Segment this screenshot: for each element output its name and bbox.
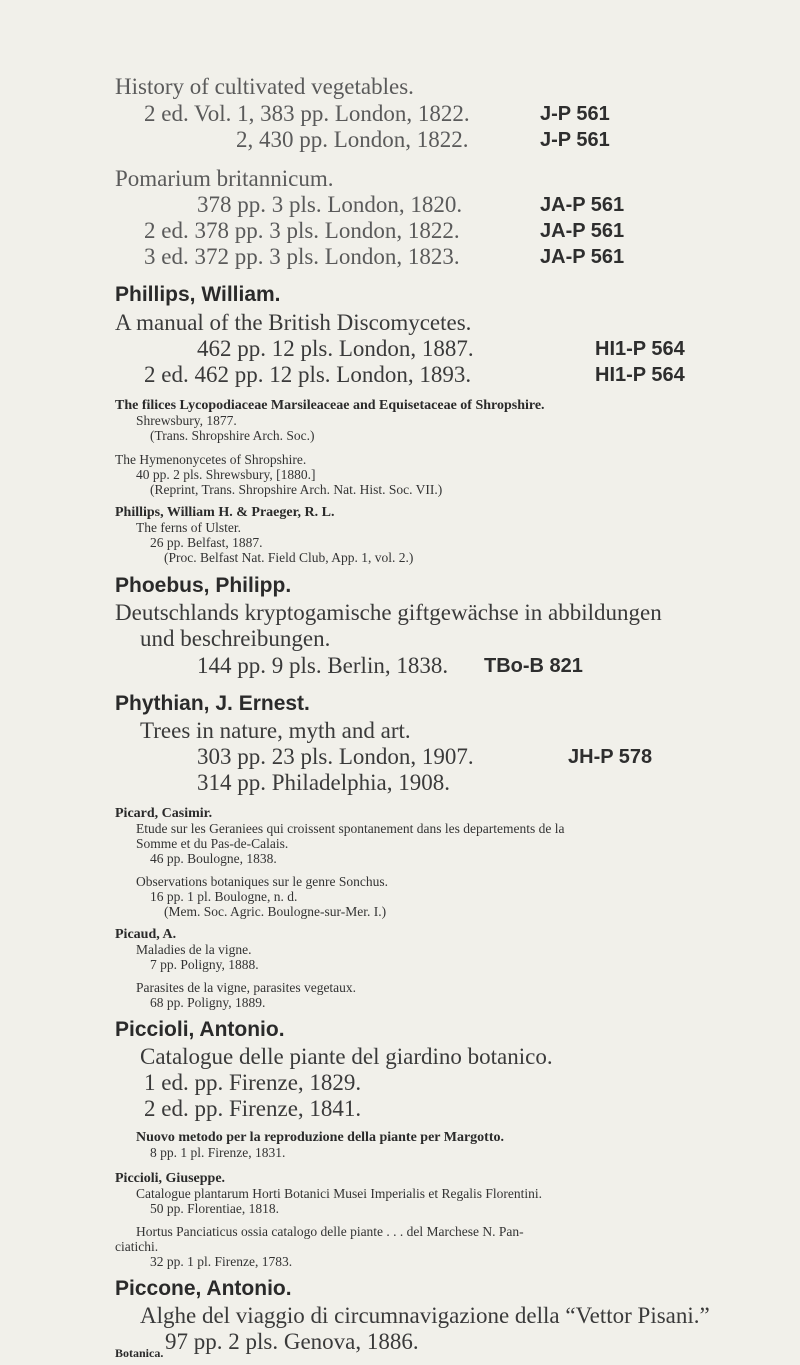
author-heading: Picaud, A.: [115, 927, 177, 942]
call-number: HI1-P 564: [595, 364, 685, 386]
call-number: JH-P 578: [568, 746, 653, 768]
entry-line: Alghe del viaggio di circumnavigazione della “Vettor Pisani.”: [140, 1303, 710, 1328]
entry-line: The ferns of Ulster.: [136, 520, 241, 535]
call-number: JA-P 561: [540, 220, 625, 242]
author-heading: Phillips, William H. & Praeger, R. L.: [115, 505, 335, 520]
entry-line: 2 ed. 462 pp. 12 pls. London, 1893.: [144, 362, 472, 387]
entry-line: 1 ed. pp. Firenze, 1829.: [144, 1070, 362, 1095]
entry-line: 2 ed. pp. Firenze, 1841.: [144, 1096, 362, 1121]
entry-line: 3 ed. 372 pp. 3 pls. London, 1823.: [144, 244, 460, 269]
entry-line: ciatichi.: [115, 1239, 159, 1254]
entry-line: 2 ed. Vol. 1, 383 pp. London, 1822.: [144, 101, 470, 126]
author-heading: Phillips, William.: [115, 283, 281, 306]
entry-line: Catalogue plantarum Horti Botanici Musei Imperialis et Regalis Florentini.: [136, 1186, 543, 1201]
entry-line: 2 ed. 378 pp. 3 pls. London, 1822.: [144, 218, 460, 243]
entry-line: Catalogue delle piante del giardino botanico.: [140, 1044, 553, 1069]
entry-line: Somme et du Pas-de-Calais.: [136, 836, 289, 851]
entry-line: 26 pp. Belfast, 1887.: [150, 535, 263, 550]
entry-line: 2, 430 pp. London, 1822.: [236, 127, 469, 152]
entry-line: 144 pp. 9 pls. Berlin, 1838.: [197, 653, 449, 678]
entry-line: 16 pp. 1 pl. Boulogne, n. d.: [150, 889, 298, 904]
call-number: JA-P 561: [540, 246, 625, 268]
entry-line: Deutschlands kryptogamische giftgewächse in abbildungen: [115, 600, 662, 625]
call-number: J-P 561: [540, 103, 610, 125]
entry-line: und beschreibungen.: [140, 626, 331, 651]
entry-line: History of cultivated vegetables.: [115, 74, 414, 99]
entry-line: Botanica.: [115, 1346, 164, 1360]
entry-line: Shrewsbury, 1877.: [136, 413, 237, 428]
entry-line: 462 pp. 12 pls. London, 1887.: [197, 336, 474, 361]
entry-line: Observations botaniques sur le genre Sonchus.: [136, 874, 388, 889]
author-heading: Piccioli, Antonio.: [115, 1018, 285, 1041]
entry-line: 7 pp. Poligny, 1888.: [150, 957, 259, 972]
entry-line: 97 pp. 2 pls. Genova, 1886.: [165, 1329, 419, 1354]
entry-line: Maladies de la vigne.: [136, 942, 252, 957]
entry-line: 50 pp. Florentiae, 1818.: [150, 1201, 279, 1216]
call-number: TBo-B 821: [484, 655, 583, 677]
entry-line: (Reprint, Trans. Shropshire Arch. Nat. Hist. Soc. VII.): [150, 482, 443, 497]
entry-line: 68 pp. Poligny, 1889.: [150, 995, 266, 1010]
entry-line: (Mem. Soc. Agric. Boulogne-sur-Mer. I.): [164, 904, 387, 919]
author-heading: Piccioli, Giuseppe.: [115, 1171, 226, 1186]
entry-line: Parasites de la vigne, parasites vegetaux.: [136, 980, 357, 995]
entry-line: (Trans. Shropshire Arch. Soc.): [150, 428, 315, 443]
entry-line: 40 pp. 2 pls. Shrewsbury, [1880.]: [136, 467, 316, 482]
entry-line: 32 pp. 1 pl. Firenze, 1783.: [150, 1254, 293, 1269]
entry-line: The filices Lycopodiaceae Marsileaceae and Equisetaceae of Shropshire.: [115, 398, 545, 413]
author-heading: Phoebus, Philipp.: [115, 574, 292, 597]
entry-line: Hortus Panciaticus ossia catalogo delle piante . . . del Marchese N. Pan-: [136, 1224, 524, 1239]
entry-line: 314 pp. Philadelphia, 1908.: [197, 770, 450, 795]
entry-line: 378 pp. 3 pls. London, 1820.: [197, 192, 463, 217]
entry-line: A manual of the British Discomycetes.: [115, 310, 472, 335]
call-number: HI1-P 564: [595, 338, 685, 360]
entry-line: 8 pp. 1 pl. Firenze, 1831.: [150, 1145, 286, 1160]
author-heading: Picard, Casimir.: [115, 806, 213, 821]
entry-line: Pomarium britannicum.: [115, 166, 334, 191]
entry-line: Etude sur les Geraniees qui croissent spontanement dans les departements de la: [136, 821, 565, 836]
author-heading: Phythian, J. Ernest.: [115, 692, 310, 715]
entry-line: Trees in nature, myth and art.: [140, 718, 411, 743]
call-number: J-P 561: [540, 129, 610, 151]
author-heading: Piccone, Antonio.: [115, 1277, 292, 1300]
call-number: JA-P 561: [540, 194, 625, 216]
entry-line: (Proc. Belfast Nat. Field Club, App. 1, vol. 2.): [164, 550, 414, 565]
entry-line: The Hymenonycetes of Shropshire.: [115, 452, 307, 467]
entry-line: 46 pp. Boulogne, 1838.: [150, 851, 277, 866]
entry-line: Nuovo metodo per la reproduzione della piante per Margotto.: [136, 1130, 504, 1145]
entry-line: 303 pp. 23 pls. London, 1907.: [197, 744, 474, 769]
